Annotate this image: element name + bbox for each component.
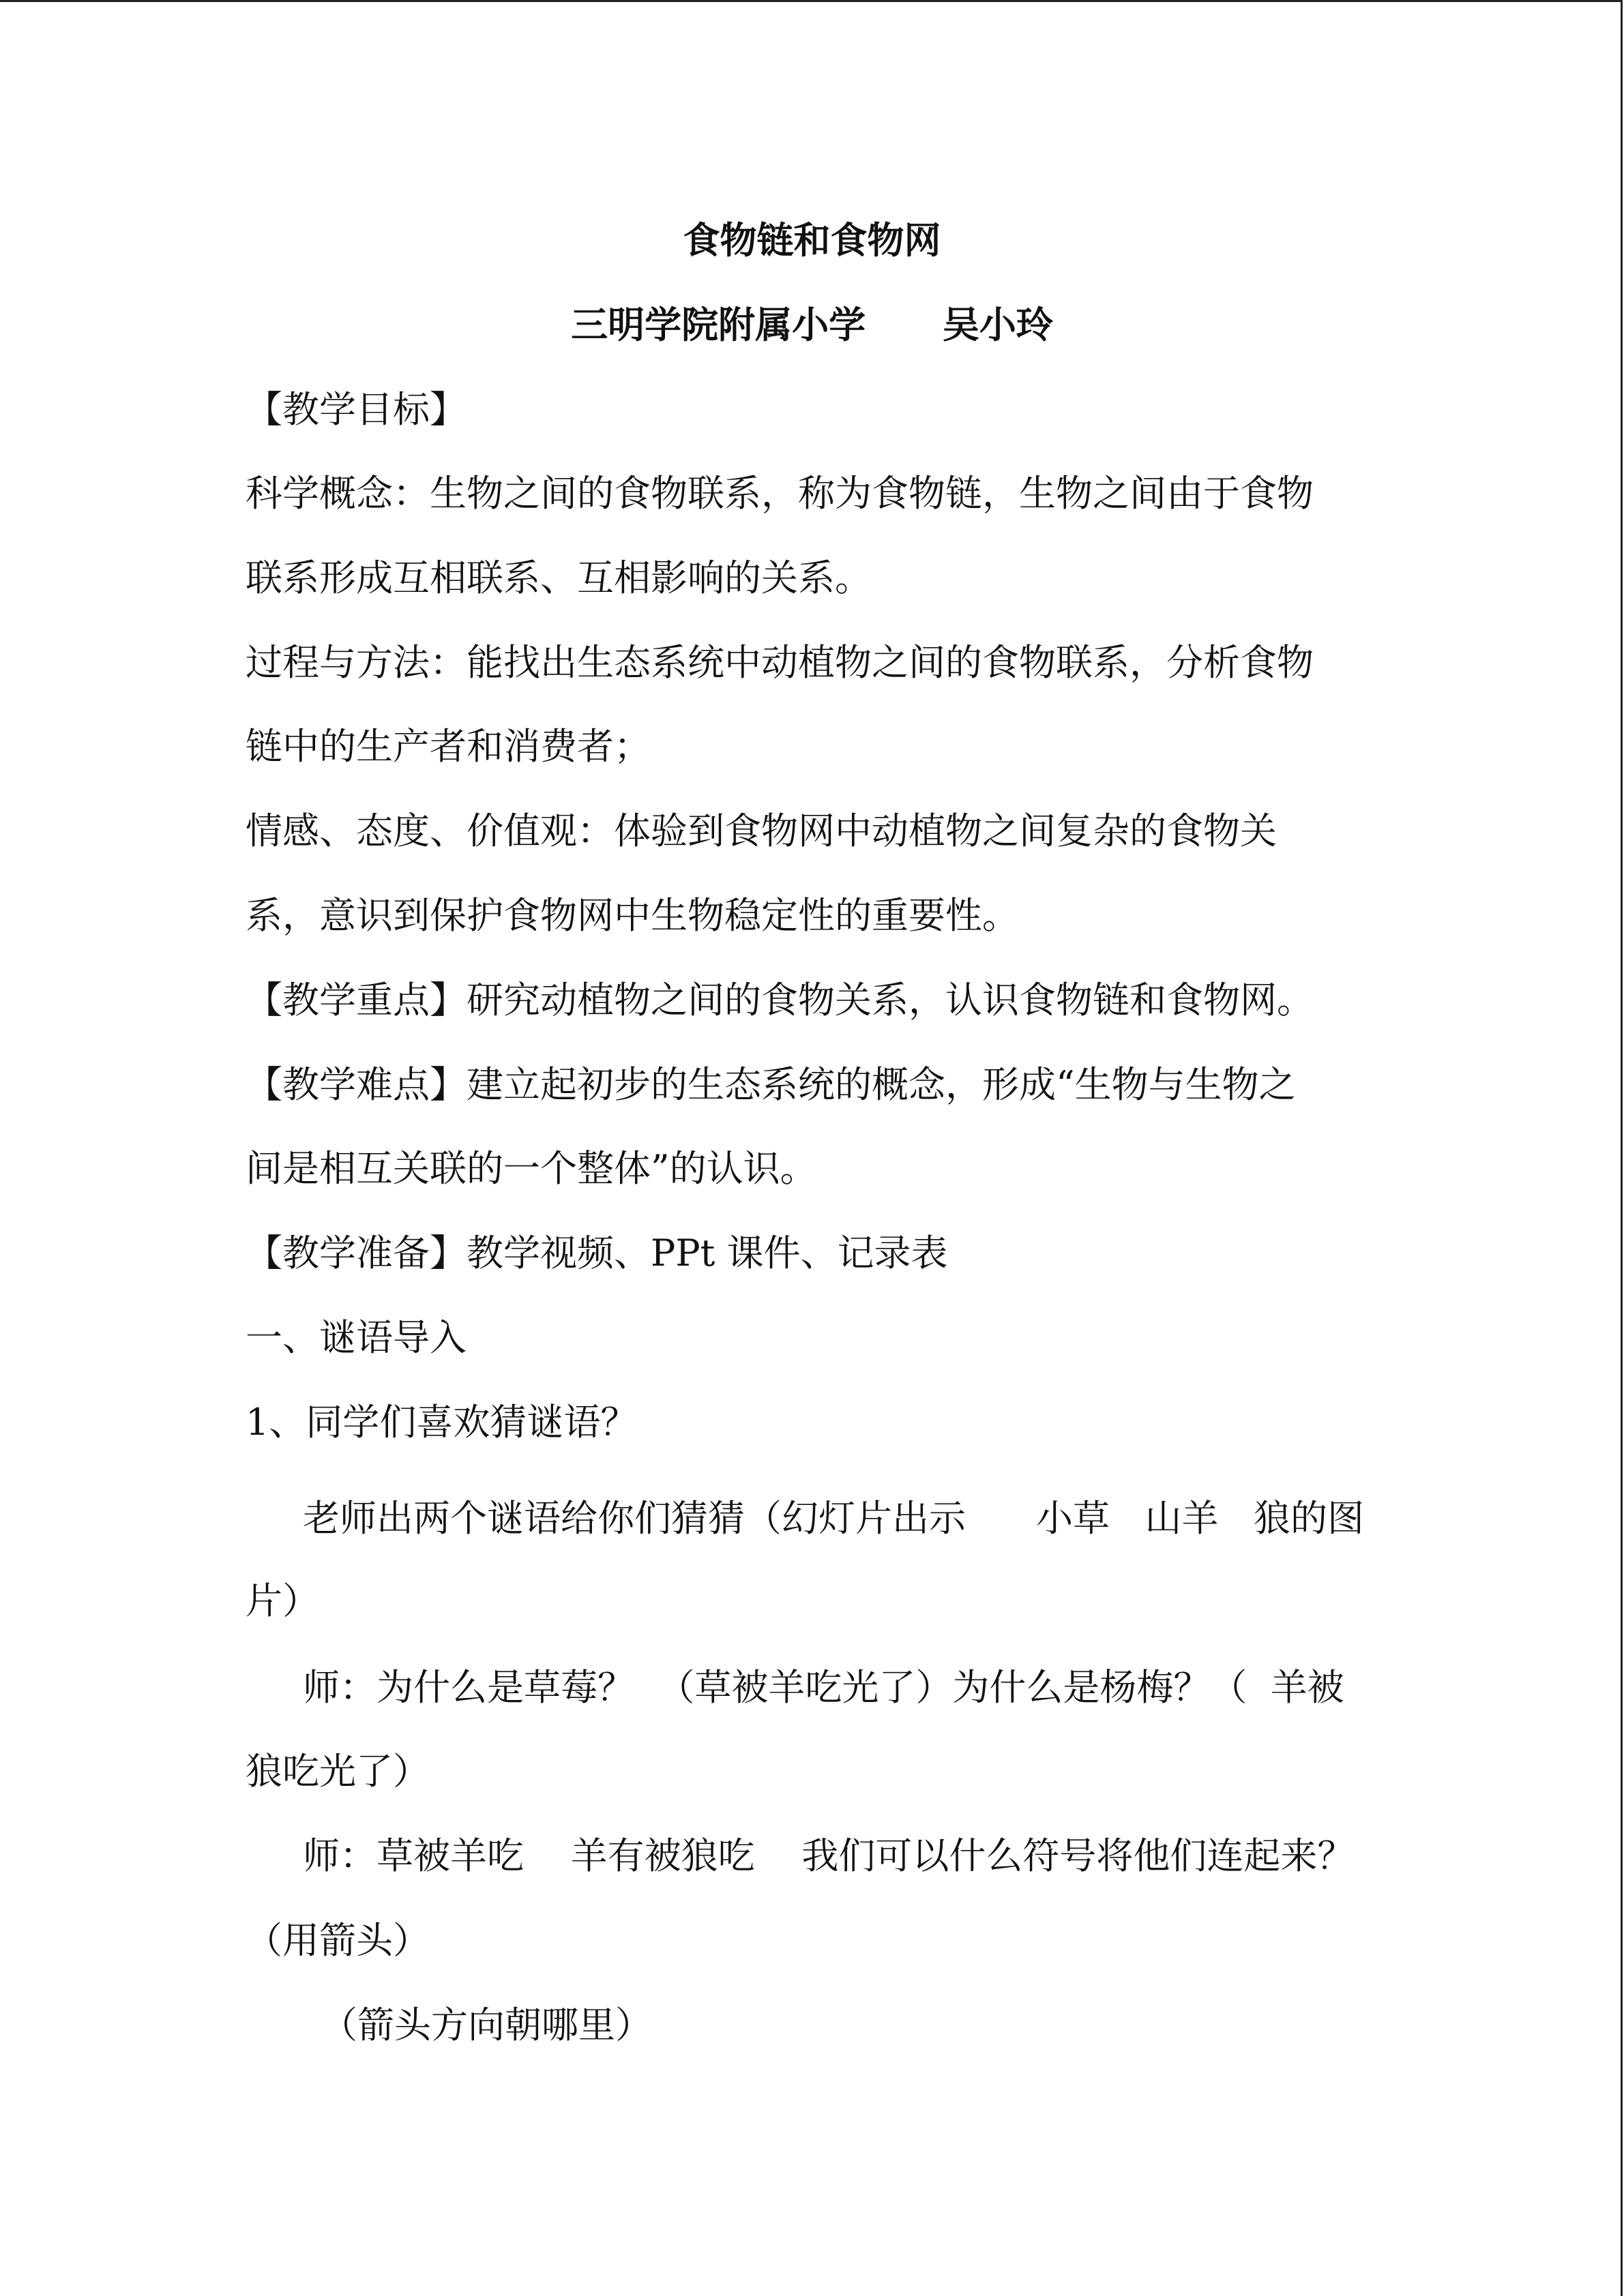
paragraph-line: 过程与方法：能找出生态系统中动植物之间的食物联系，分析食物 [246,641,1314,684]
paragraph-line: 片） [246,1579,319,1622]
paragraph-line: 系，意识到保护食物网中生物稳定性的重要性。 [246,894,1019,937]
preparation-line: 【教学准备】教学视频、PPt 课件、记录表 [246,1232,948,1274]
paragraph-line: 老师出两个谜语给你们猜猜（幻灯片出示 小草 山羊 狼的图 [303,1497,1364,1540]
paragraph-line: 联系形成互相联系、互相影响的关系。 [246,556,872,599]
document-title: 食物链和食物网 [683,218,941,262]
paragraph-line: 链中的生产者和消费者； [246,725,651,768]
paragraph-line: 师：草被羊吃 羊有被狼吃 我们可以什么符号将他们连起来？ [303,1834,1355,1877]
paragraph-line: 1、同学们喜欢猜谜语？ [246,1401,638,1444]
section-heading-riddle: 一、谜语导入 [246,1316,467,1359]
paragraph-line: 科学概念：生物之间的食物联系，称为食物链，生物之间由于食物 [246,472,1314,515]
paragraph-line: 间是相互关联的一个整体”的认识。 [246,1147,817,1190]
paragraph-line: 师：为什么是草莓？ （草被羊吃光了）为什么是杨梅？（ 羊被 [303,1666,1344,1709]
author-line: 三明学院附属小学 吴小玲 [571,303,1053,346]
paragraph-line: 情感、态度、价值观：体验到食物网中动植物之间复杂的食物关 [246,809,1277,852]
section-heading-objectives: 【教学目标】 [246,388,467,431]
paragraph-line: （箭头方向朝哪里） [321,2003,652,2046]
paragraph-line: 狼吃光了） [246,1750,430,1793]
paragraph-line: （用箭头） [246,1919,430,1962]
difficulty-line: 【教学难点】建立起初步的生态系统的概念，形成“生物与生物之 [246,1063,1296,1106]
key-point-line: 【教学重点】研究动植物之间的食物关系，认识食物链和食物网。 [246,979,1314,1022]
